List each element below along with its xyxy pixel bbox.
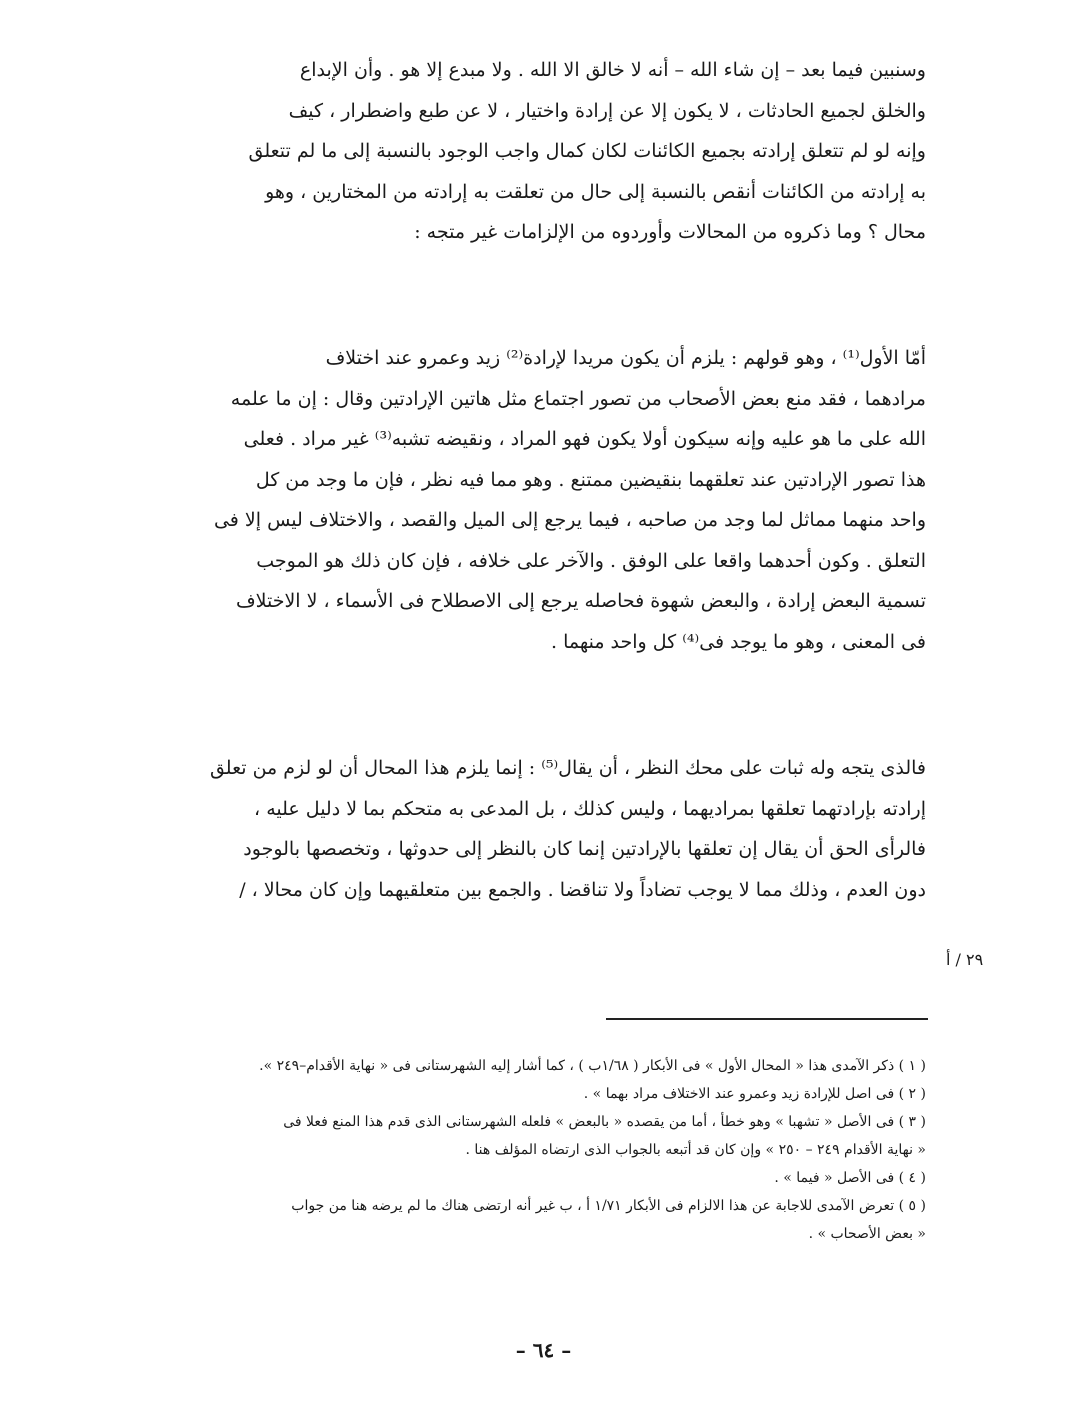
text-line: فالرأى الحق أن يقال إن تعلقها بالإرادتين إنما كان بالنظر إلى حدوثها ، وتخصصها بالوجود: [243, 838, 926, 860]
page-number: – ٦٤ –: [515, 1338, 572, 1362]
text-line: والخلق لجميع الحادثات ، لا يكون إلا عن إرادة واختيار ، لا عن طبع واضطرار ، كيف: [288, 99, 926, 122]
footnote-3-continued: « نهاية الأقدام ٢٤٩ – ٢٥٠ » وإن كان قد أتبعه بالجواب الذى ارتضاه المؤلف هنا .: [465, 1142, 926, 1158]
text-line: وإنه لو لم تتعلق إرادته بجميع الكائنات لكان كمال واجب الوجود بالنسبة إلى ما لم تتعلق: [248, 140, 926, 162]
footnote-5: ( ٥ ) تعرض الآمدى للاجابة عن هذا الالزام فى الأبكار ١/٧١ أ ، ب غير أنه ارتضى هناك ما لم يرضه هنا من جواب: [291, 1198, 926, 1214]
text-line: فالذى يتجه وله ثبات على محك النظر ، أن يقال⁽⁵⁾ : إنما يلزم هذا المحال أن لو لزم من تعلق: [209, 757, 926, 779]
paragraph-3: [92, 748, 926, 910]
text-line: تسمية البعض إرادة ، والبعض شهوة فحاصله يرجع إلى الاصطلاح فى الأسماء ، لا الاختلاف: [235, 590, 926, 612]
footnote-4: ( ٤ ) فى الأصل « فيما » .: [774, 1170, 926, 1186]
text-line: التعلق . وكون أحدهما واقعا على الوفق . والآخر على خلافه ، فإن كان ذلك هو الموجب: [256, 549, 926, 572]
paragraph-1: [92, 50, 926, 253]
footnote-separator: [606, 1018, 928, 1020]
footnote-3: ( ٣ ) فى الأصل « تشهبا » وهو خطأ ، أما من يقصده « بالبعض » فلعله الشهرستانى الذى قدم هذا المنع فعلا فى: [283, 1114, 926, 1130]
footnote-5-continued: « بعض الأصحاب » .: [808, 1226, 926, 1242]
text-line: إرادته بإرادتهما تعلقها بمراديهما ، وليس كذلك ، بل المدعى به متحكم بما لا دليل عليه ،: [254, 797, 926, 820]
text-line: محال ؟ وما ذكروه من المحالات وأوردوه من الإلزامات غير متجه :: [414, 221, 926, 243]
footnotes: [92, 1052, 926, 1248]
footnote-2: ( ٢ ) فى اصل للإرادة زيد وعمرو عند الاختلاف مراد بهما » .: [583, 1086, 926, 1102]
text-line: أمّا الأول⁽¹⁾ ، وهو قولهم : يلزم أن يكون مريدا لإرادة⁽²⁾ زيد وعمرو عند اختلاف: [325, 347, 926, 369]
text-line: دون العدم ، وذلك مما لا يوجب تضاداً ولا تناقضا . والجمع بين متعلقيهما وإن كان محالا ، /: [239, 878, 926, 901]
margin-manuscript-reference: ٢٩ / أ: [946, 950, 984, 969]
text-line: وسنبين فيما بعد – إن شاء الله – أنه لا خالق الا الله . ولا مبدع إلا هو . وأن الإبداع: [299, 59, 926, 81]
text-line: به إرادته من الكائنات أنقص بالنسبة إلى حال من تعلقت به إرادته من المختارين ، وهو: [265, 180, 926, 203]
text-line: مرادهما ، فقد منع بعض الأصحاب من تصور اجتماع مثل هاتين الإرادتين وقال : إن ما علمه: [230, 387, 926, 410]
text-line: هذا تصور الإرادتين عند تعلقهما بنقيضين ممتنع . وهو مما فيه نظر ، فإن ما وجد من كل: [255, 468, 926, 491]
footnote-1: ( ١ ) ذكر الآمدى هذا « المحال الأول » فى الأبكار ( ١/٦٨ب ) ، كما أشار إليه الشهرستانى فى « نهاية الأقدام–٢٤٩ ».: [259, 1058, 926, 1074]
text-line: الله على ما هو عليه وإنه سيكون أولا يكون فهو المراد ، ونقيضه تشبه⁽³⁾ غير مراد . فعلى: [243, 428, 926, 450]
text-line: فى المعنى ، وهو ما يوجد فى⁽⁴⁾ كل واحد منهما .: [550, 630, 926, 653]
paragraph-2: [92, 338, 926, 662]
text-line: واحد منهما مماثل لما وجد من صاحبه ، فيما يرجع إلى الميل والقصد ، والاختلاف ليس إلا فى: [213, 509, 926, 531]
